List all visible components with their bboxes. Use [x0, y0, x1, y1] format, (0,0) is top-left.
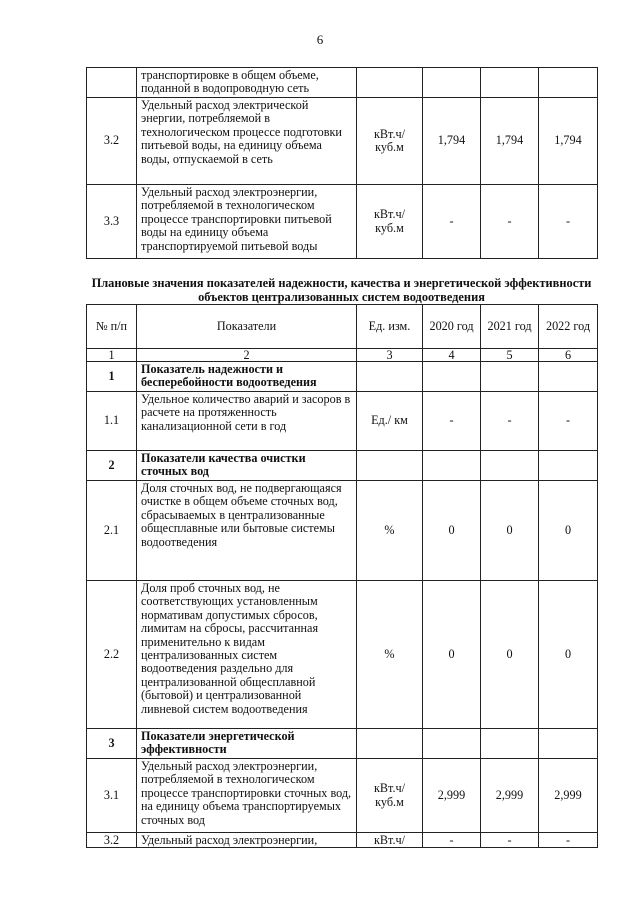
value-2022 — [539, 729, 598, 759]
value-2021 — [481, 451, 539, 481]
indicator-text: Удельный расход электроэнергии, потребляемой в технологическом процессе транспортировки питьевой воды на единицу объема транспортируемой питьевой воды — [137, 185, 357, 259]
header-indicator: Показатели — [137, 305, 357, 349]
value-2021 — [481, 68, 539, 98]
unit-cell: кВт.ч/ — [357, 833, 423, 848]
header-num: № п/п — [87, 305, 137, 349]
value-2020: 0 — [423, 481, 481, 581]
value-2022: 0 — [539, 581, 598, 729]
section-title: Плановые значения показателей надежности, качества и энергетической эффективности объектов централизованных систем водоотведения — [91, 276, 592, 304]
value-2022 — [539, 68, 598, 98]
unit-cell: кВт.ч/ куб.м — [357, 185, 423, 259]
value-2020: 2,999 — [423, 759, 481, 833]
table-row — [87, 392, 598, 451]
indicator-text: Удельный расход электроэнергии, — [137, 833, 357, 848]
column-number: 6 — [539, 349, 598, 362]
indicator-text: Удельное количество аварий и засоров в расчете на протяженность канализационной сети в год — [137, 392, 357, 451]
value-2021: 1,794 — [481, 98, 539, 185]
value-2021: 2,999 — [481, 759, 539, 833]
indicator-text: транспортировке в общем объеме, поданной в водопроводную сеть — [137, 68, 357, 98]
value-2021: - — [481, 185, 539, 259]
row-number: 3.2 — [87, 98, 137, 185]
table-header-row — [87, 305, 598, 349]
water-supply-table-continuation — [86, 67, 598, 259]
indicator-text: Удельный расход электрической энергии, потребляемой в технологическом процессе подготовки питьевой воды, на единицу объема воды, отпускаемой в сеть — [137, 98, 357, 185]
value-2022: 2,999 — [539, 759, 598, 833]
unit-cell: Ед./ км — [357, 392, 423, 451]
table-row — [87, 362, 598, 392]
value-2022: - — [539, 392, 598, 451]
column-number: 3 — [357, 349, 423, 362]
table-row — [87, 759, 598, 833]
unit-cell: % — [357, 481, 423, 581]
wastewater-indicators-table — [86, 304, 598, 848]
indicator-text: Показатели качества очистки сточных вод — [137, 451, 357, 481]
unit-cell — [357, 362, 423, 392]
row-number: 1.1 — [87, 392, 137, 451]
value-2021 — [481, 729, 539, 759]
value-2021: 0 — [481, 581, 539, 729]
column-numbers-row — [87, 349, 598, 362]
row-number: 2.1 — [87, 481, 137, 581]
value-2020: 0 — [423, 581, 481, 729]
value-2020 — [423, 68, 481, 98]
column-number: 5 — [481, 349, 539, 362]
value-2020: - — [423, 185, 481, 259]
table-row — [87, 729, 598, 759]
unit-cell — [357, 451, 423, 481]
value-2022 — [539, 362, 598, 392]
unit-cell — [357, 729, 423, 759]
unit-cell: % — [357, 581, 423, 729]
table-row — [87, 98, 598, 185]
column-number: 2 — [137, 349, 357, 362]
indicator-text: Показатели энергетической эффективности — [137, 729, 357, 759]
table-row — [87, 68, 598, 98]
value-2021: 0 — [481, 481, 539, 581]
value-2021: - — [481, 392, 539, 451]
row-number: 3.2 — [87, 833, 137, 848]
indicator-text: Показатель надежности и бесперебойности водоотведения — [137, 362, 357, 392]
value-2022 — [539, 451, 598, 481]
value-2021: - — [481, 833, 539, 848]
value-2020 — [423, 362, 481, 392]
table-row — [87, 451, 598, 481]
unit-cell — [357, 68, 423, 98]
header-2021: 2021 год — [481, 305, 539, 349]
table-row — [87, 481, 598, 581]
value-2022: 0 — [539, 481, 598, 581]
value-2020 — [423, 451, 481, 481]
row-number: 2 — [87, 451, 137, 481]
column-number: 1 — [87, 349, 137, 362]
row-number — [87, 68, 137, 98]
value-2022: 1,794 — [539, 98, 598, 185]
value-2022: - — [539, 833, 598, 848]
row-number: 3.1 — [87, 759, 137, 833]
table-row — [87, 833, 598, 848]
row-number: 2.2 — [87, 581, 137, 729]
unit-cell: кВт.ч/ куб.м — [357, 98, 423, 185]
page-number: 6 — [316, 32, 324, 47]
column-number: 4 — [423, 349, 481, 362]
indicator-text: Доля проб сточных вод, не соответствующих установленным нормативам допустимых сбросов, лимитам на сбросы, рассчитанная применительно к видам централизованных систем водоотведения раздельно для централизованной общесплавной (бытовой) и централизованной ливневой систем водоотведения — [137, 581, 357, 729]
header-2020: 2020 год — [423, 305, 481, 349]
value-2020: 1,794 — [423, 98, 481, 185]
row-number: 1 — [87, 362, 137, 392]
row-number: 3 — [87, 729, 137, 759]
unit-cell: кВт.ч/ куб.м — [357, 759, 423, 833]
header-unit: Ед. изм. — [357, 305, 423, 349]
row-number: 3.3 — [87, 185, 137, 259]
table-row — [87, 581, 598, 729]
indicator-text: Удельный расход электроэнергии, потребляемой в технологическом процессе транспортировки сточных вод, на единицу объема транспортируемых сточных вод — [137, 759, 357, 833]
indicator-text: Доля сточных вод, не подвергающаяся очистке в общем объеме сточных вод, сбрасываемых в централизованные общесплавные или бытовые системы водоотведения — [137, 481, 357, 581]
value-2021 — [481, 362, 539, 392]
value-2020 — [423, 729, 481, 759]
header-2022: 2022 год — [539, 305, 598, 349]
value-2020: - — [423, 833, 481, 848]
table-row — [87, 185, 598, 259]
value-2022: - — [539, 185, 598, 259]
value-2020: - — [423, 392, 481, 451]
